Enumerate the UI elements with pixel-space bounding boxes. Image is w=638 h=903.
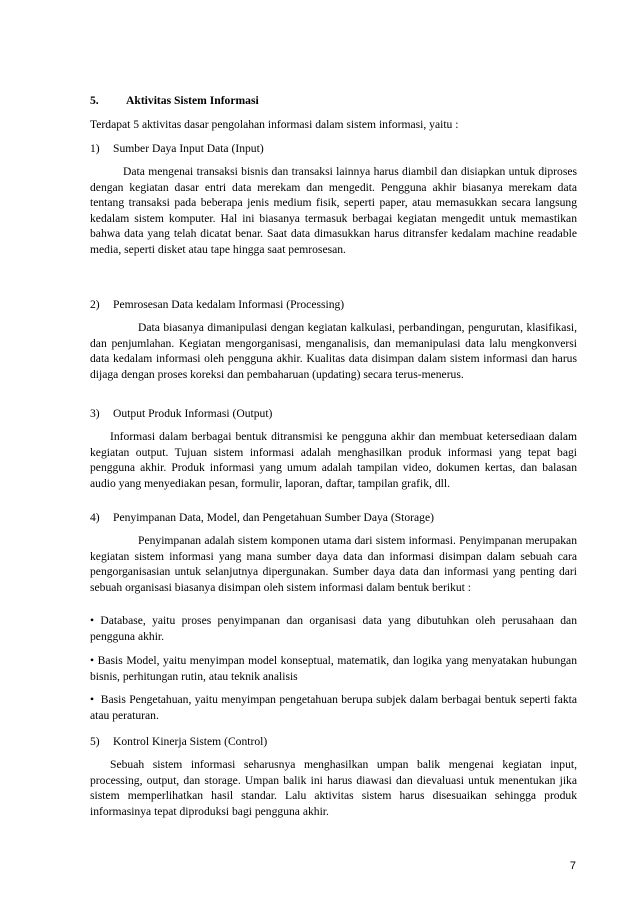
bullet-item (90, 613, 577, 644)
item-5-title: Kontrol Kinerja Sistem (Control) (113, 735, 268, 748)
page-number: 7 (569, 860, 576, 872)
item-5-paragraph: Sebuah sistem informasi seharusnya menghasilkan umpan balik mengenai kegiatan input, processing, output, dan storage. Umpan balik ini harus diawasi dan dievaluasi untuk menentukan jika sistem memperlihatkan hasil standar. Lalu aktivitas sistem harus disesuaikan sehingga produk informasinya tepat diproduksi bagi pengguna akhir. (90, 758, 577, 818)
section-title: Aktivitas Sistem Informasi (126, 94, 259, 107)
section-heading (90, 93, 577, 109)
section-number: 5. (90, 94, 99, 107)
item-2-heading (90, 297, 577, 313)
bullet-text: Basis Model, yaitu menyimpan model konseptual, matematik, dan logika yang menyatakan hubungan bisnis, perhitungan rutin, atau teknik analisis (90, 654, 577, 683)
bullet-dot: • (90, 614, 95, 627)
item-1-heading (90, 141, 577, 157)
item-3-paragraph: Informasi dalam berbagai bentuk ditransmisi ke pengguna akhir dan membuat ketersediaan dalam kegiatan output. Tujuan sistem informasi adalah menghasilkan produk informasi yang tepat bagi pengguna akhir. Produk informasi yang umum adalah tampilan video, dokumen kertas, dan balasan audio yang menyediakan pesan, formulir, laporan, daftar, tampilan grafik, dll. (90, 430, 577, 490)
bullet-dot: • (90, 654, 95, 667)
item-4-heading (90, 510, 577, 526)
intro-text: Terdapat 5 aktivitas dasar pengolahan informasi dalam sistem informasi, yaitu : (90, 118, 459, 131)
item-1-number: 1) (90, 142, 100, 155)
item-2-paragraph: Data biasanya dimanipulasi dengan kegiatan kalkulasi, perbandingan, pengurutan, klasifikasi, dan penjumlahan. Kegiatan mengorganisasi, menganalisis, dan memanipulasi data lalu mengkonversi data kedalam informasi oleh pengguna akhir. Kualitas data disimpan dalam sistem informasi dan harus dijaga dengan proses koreksi dan pembaharuan (updating) secara terus-menerus. (90, 321, 577, 381)
item-3-title: Output Produk Informasi (Output) (113, 407, 273, 420)
item-3-number: 3) (90, 407, 100, 420)
item-1-title: Sumber Daya Input Data (Input) (113, 142, 264, 155)
bullet-item (90, 653, 577, 684)
item-2-title: Pemrosesan Data kedalam Informasi (Processing) (113, 298, 345, 311)
item-3-heading (90, 406, 577, 422)
item-5-heading (90, 734, 577, 750)
item-5-number: 5) (90, 735, 100, 748)
item-4-paragraph: Penyimpanan adalah sistem komponen utama dari sistem informasi. Penyimpanan merupakan kegiatan sistem informasi yang mana sumber daya data dan informasi disimpan dalam sebuah cara pengorganisasian untuk selanjutnya dipergunakan. Sumber daya data dan informasi yang penting dari sebuah organisasi biasanya disimpan oleh sistem informasi dalam bentuk berikut : (90, 534, 577, 594)
item-4-title: Penyimpanan Data, Model, dan Pengetahuan Sumber Daya (Storage) (113, 511, 434, 524)
item-4-number: 4) (90, 511, 100, 524)
item-2-number: 2) (90, 298, 100, 311)
bullet-dot: • (90, 693, 95, 706)
bullet-item (90, 692, 577, 723)
bullet-text: Basis Pengetahuan, yaitu menyimpan pengetahuan berupa subjek dalam berbagai bentuk seperti fakta atau peraturan. (90, 693, 578, 722)
item-1-paragraph: Data mengenai transaksi bisnis dan transaksi lainnya harus diambil dan disiapkan untuk diproses dengan kegiatan dasar entri data merekam dan mengedit. Pengguna akhir biasanya merekam data tentang transaksi pada beberapa jenis medium fisik, seperti paper, atau memasukkan secara langsung kedalam sistem komputer. Hal ini biasanya termasuk berbagai kegiatan mengedit untuk memastikan bahwa data yang telah dicatat benar. Saat data dimasukkan harus ditransfer kedalam machine readable media, seperti disket atau tape hingga saat pemrosesan. (90, 165, 577, 256)
bullet-text: Database, yaitu proses penyimpanan dan organisasi data yang dibutuhkan oleh perusahaan dan pengguna akhir. (90, 614, 577, 643)
